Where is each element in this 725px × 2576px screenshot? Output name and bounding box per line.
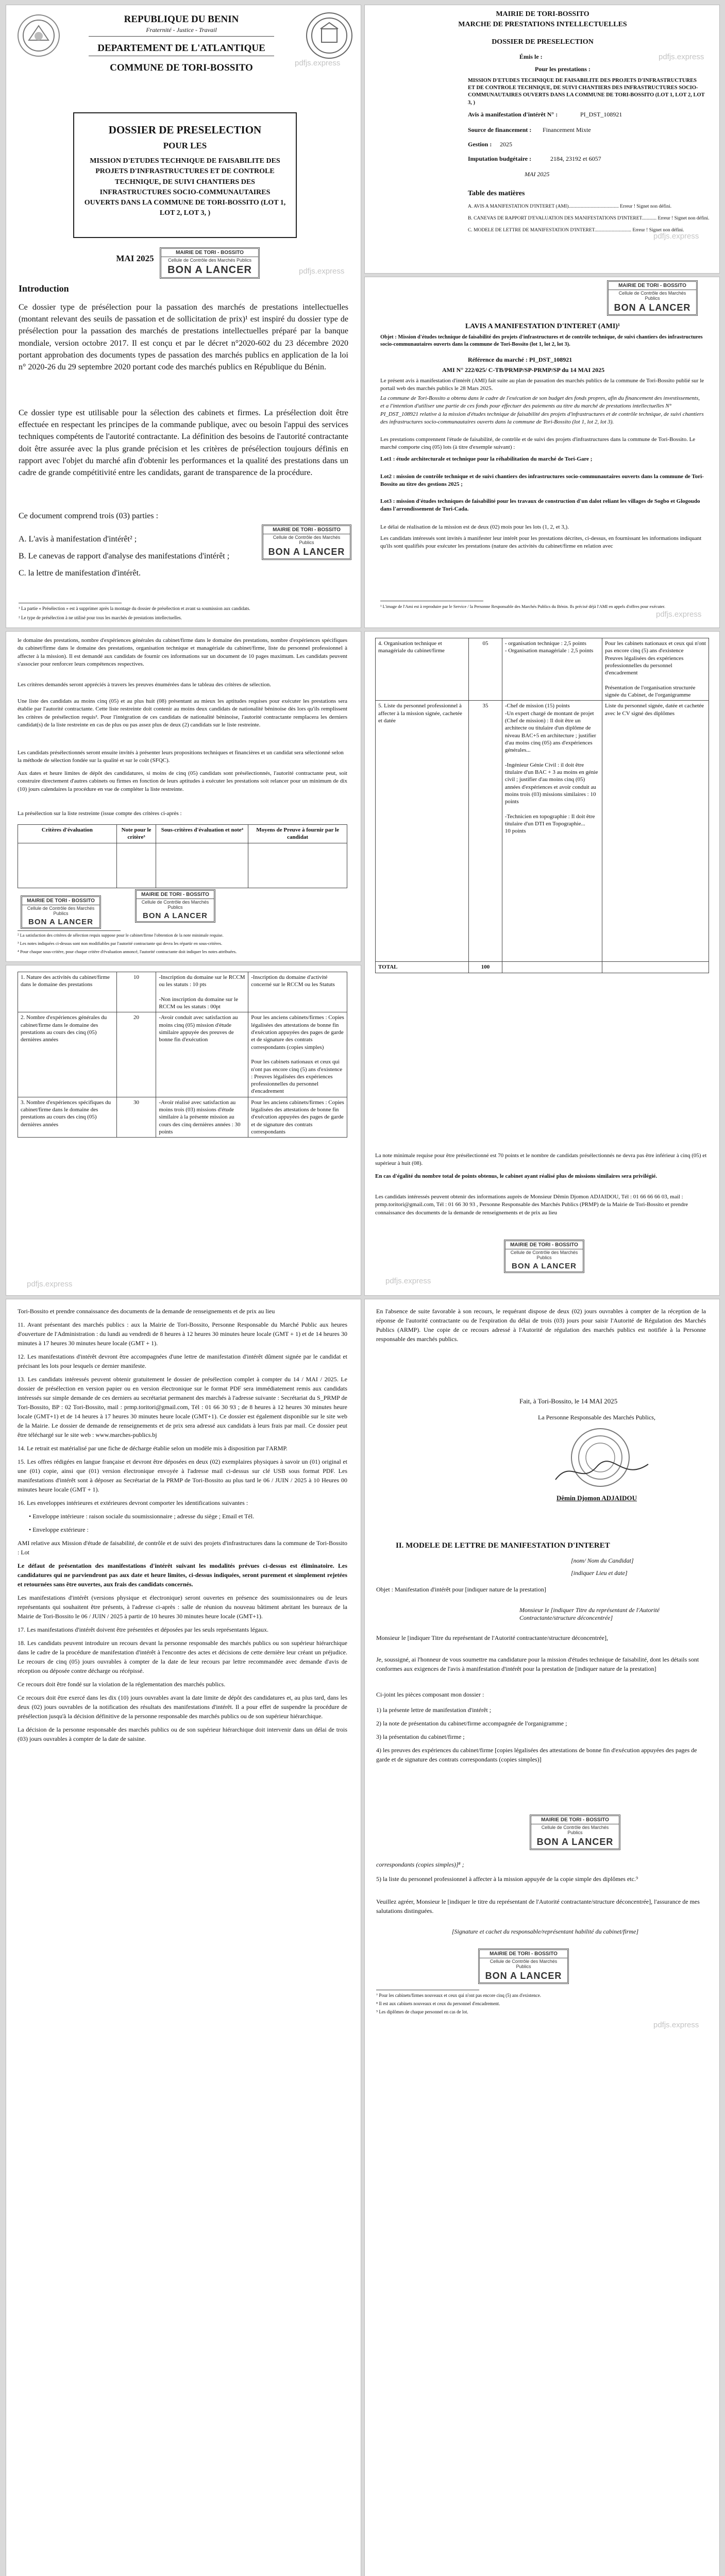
footnote-rule xyxy=(18,930,121,931)
letter-item-1: 1) la présente lettre de manifestation d'intérêt ; xyxy=(376,1706,492,1714)
lavis-lot2: Lot2 : mission de contrôle technique et de suivi chantiers des infrastructures socio-communautaires ouverts dans la commune de Tori-Bossito au titre des gestions 2025 ; xyxy=(380,473,704,488)
gestion-label: Gestion : xyxy=(468,141,492,148)
p11: En cas d'égalité du nombre total de points obtenus, le cabinet ayant réalisé plus de missions similaires sera privilégié. xyxy=(375,1173,657,1179)
letter-item-4: 4) les preuves des expériences du cabinet/firme [copies légalisées des attestations de bonne fin d'exécution appuyées des pages de garde et de signature des contrats correspondants (copies simples)] xyxy=(376,1747,697,1763)
row-criteria: 5. Liste du personnel professionnel à affecter à la mission signée, cachetée et datée xyxy=(376,701,469,962)
table-row xyxy=(18,1097,347,1137)
watermark: pdfjs.express xyxy=(27,1280,73,1289)
place-date: Fait, à Tori-Bossito, le 14 MAI 2025 xyxy=(519,1397,618,1405)
p12: Les candidats intéressés peuvent obtenir des informations auprès de Monsieur Dêmin Djomon ADJAIDOU, Tél : 01 66 66 66 03, mail : prmp.toritori@gmail.com, Tél : 01 66 30 93 , Personne Responsable des Marchés Publics (PRMP) de la Mairie de Tori-Bossito et prendre connaissance des documents de la demande de renseignements et de prix au lieu xyxy=(375,1194,688,1216)
letter-fn7: ⁷ Pour les cabinets/firmes nouveaux et ceux qui n'ont pas encore cinq (5) ans d'existence. xyxy=(376,1993,542,1998)
row-proof: Pour les cabinets nationaux et ceux qui n'ont pas encore cinq (5) ans d'existence Preuves légalisées des expériences professionnelles du personnel d'encadrement Présentation de l'organisation structurée signée du Cabinet, de l'organigramme xyxy=(602,638,709,701)
row-proof: Liste du personnel signée, datée et cachetée avec le CV signé des diplômes xyxy=(602,701,709,962)
toc-title: Table des matières xyxy=(468,190,525,197)
avis-dossier: DOSSIER DE PRESELECTION xyxy=(492,38,594,46)
letter-body2: Je, soussigné, ai l'honneur de vous soumettre ma candidature pour la mission d'études technique de faisabilité, dont les détails sont conformes aux exigences de l'avis à manifestation d'intérêt pour la prestation de [indiquer nature de la prestation] xyxy=(376,1656,699,1672)
procedure-p9: AMI relative aux Mission d'étude de faisabilité, de contrôle et de suivi des projets d'infrastructures dans la commune de Tori-Bossito : Lot xyxy=(18,1539,347,1556)
toc-item-c[interactable]: C. MODELE DE LETTRE DE MANIFESTATION D'INTERET.............................. Erreur ! Signet non défini. xyxy=(468,228,684,233)
intro-heading: Introduction xyxy=(19,283,69,294)
watermark: pdfjs.express xyxy=(653,232,699,241)
procedure-p16: La décision de la personne responsable des marchés publics ou de son supérieur hiérarchique doit intervenir dans un délai de trois (03) jours ouvrables à compter de la date de saisine. xyxy=(18,1726,347,1742)
total-label: TOTAL xyxy=(376,962,469,973)
row-note: 30 xyxy=(116,1097,156,1137)
page-letter xyxy=(365,1299,719,2576)
watermark: pdfjs.express xyxy=(656,610,702,619)
table-row xyxy=(18,1012,347,1097)
page-criteria-table xyxy=(6,965,361,1295)
lavis-ref: Référence du marché : PI_DST_108921 xyxy=(468,356,572,363)
row-note: 35 xyxy=(469,701,502,962)
row-subcriteria: -Avoir réalisé avec satisfaction au moins trois (03) missions d'étude similaire à la présente mission au cours des cinq dernières années : 30 points xyxy=(156,1097,248,1137)
part-b: B. Le canevas de rapport d'analyse des manifestations d'intérêt ; xyxy=(19,552,230,561)
bon-a-lancer-stamp: MAIRIE DE TORI - BOSSITO Cellule de Contrôle des Marchés Publics BON A LANCER xyxy=(530,1815,620,1850)
total-value: 100 xyxy=(469,962,502,973)
procedure-p4: 14. Le retrait est matérialisé par une fiche de décharge établie selon un modèle mis à disposition par l'ARMP. xyxy=(18,1445,288,1452)
footnote-1: ¹ La partie « Présélection » est à supprimer après la montage du dossier de présélection et avant sa soumission aux candidats. xyxy=(19,606,250,611)
table-total-row xyxy=(376,962,709,973)
ami-label: Avis à manifestation d'intérêt N° : xyxy=(468,111,558,118)
pour-label: Pour les prestations : xyxy=(535,65,591,73)
letter-body1: Monsieur le [indiquer Titre du représentant de l'Autorité contractante/structure déconcentrée], xyxy=(376,1634,608,1641)
watermark: pdfjs.express xyxy=(385,1277,431,1285)
procedure-p6: 16. Les enveloppes intérieures et extérieures devront comporter les identifications suivantes : xyxy=(18,1499,248,1506)
cover-date: MAI 2025 xyxy=(116,253,154,263)
recours-paragraph: En l'absence de suite favorable à son recours, le requérant dispose de deux (02) jours ouvrables à compter de la réception de la réponse de l'autorité contractante ou de l'expiration du délai de trois (03) jours pour saisir l'Autorité de Régulation des Marchés Publics (ARMP). Une copie de ce recours adressé à l'Autorité de régulation des marchés publics est notifiée à la Personne responsable des marchés publics. xyxy=(376,1308,706,1343)
table-row xyxy=(18,972,347,1012)
procedure-p10: Le défaut de présentation des manifestations d'intérêt suivant les modalités prévues ci-dessus est éliminatoire. Les candidatures qui ne parviendront pas aux date et heure limites, ci-dessus indiquées, seront purement et simplement rejetées et retournées sans être ouvertes, aux frais des candidats concernés. xyxy=(18,1562,347,1588)
row-criteria: 4. Organisation technique et managériale du cabinet/firme xyxy=(376,638,469,701)
candidate-name: [nom/ Nom du Candidat] xyxy=(571,1557,634,1564)
row-subcriteria: -Avoir conduit avec satisfaction au moins cinq (05) mission d'étude similaire appuyée des preuves de bonne fin d'exécution xyxy=(156,1012,248,1097)
col-proof: Moyens de Preuve à fournir par le candidat xyxy=(248,825,347,843)
bon-a-lancer-stamp: MAIRIE DE TORI - BOSSITO Cellule de Contrôle des Marchés Publics BON A LANCER xyxy=(478,1948,569,1984)
procedure-p2: 12. Les manifestations d'intérêt devront être accompagnées d'une lettre de manifestation d'intérêt dûment signée par le candidat et précisant les lots pour lesquels ce dernier manifeste. xyxy=(18,1353,347,1369)
row-proof: -Inscription du domaine d'activité concerné sur le RCCM ou les Statuts xyxy=(248,972,347,1012)
lavis-p1: Le présent avis à manifestation d'intérêt (AMI) fait suite au plan de passation des marchés publics de la commune de Tori-Bossito publié sur le portail web des marchés publics le 28 Mars 2025. xyxy=(380,378,704,392)
letter-item-3: 3) la présentation du cabinet/firme ; xyxy=(376,1733,465,1740)
financement-value: Financement Mixte xyxy=(543,126,591,133)
letter-dest: Monsieur le [indiquer Titre du représentant de l'Autorité Contractante/structure déconcentrée] xyxy=(519,1606,660,1621)
criteria-p-cont: le domaine des prestations, nombre d'expériences générales du cabinet/firme dans le domaine des prestations, nombre d'expériences spécifiques du cabinet/firme dans le domaine des prestations, organisation technique et managériale du cabinet/firme, liste du personnel professionnel à affecter à la mission). Il est demandé aux candidats de fournir ces informations sur un document de 10 pages maximum. Les candidats peuvent s'associer pour renforcer leurs compétences respectives. xyxy=(18,637,347,668)
avis-org: MAIRIE DE TORI-BOSSITO xyxy=(496,10,589,18)
section2-title: II. MODELE DE LETTRE DE MANIFESTATION D'INTERET xyxy=(396,1541,610,1550)
row-proof: Pour les anciens cabinets/firmes : Copies légalisées des attestations de bonne fin d'exécution appuyées des pages de garde et de signature des contrats correspondants xyxy=(248,1097,347,1137)
procedure-p1: 11. Avant présentant des marchés publics : aux la Mairie de Tori-Bossito, Personne Responsable du Marché Public aux heures d'ouverture de l'Administration : du lundi au vendredi de 8 heures à 12 heures 30 minutes heure locale (GMT + 1) et de 14 heures 30 minutes à 17 heures 30 minutes heure locale (GMT + 1). xyxy=(18,1321,347,1347)
lavis-p3: Les prestations comprennent l'étude de faisabilité, de contrôle et de suivi des projets d'infrastructures dans la commune de Tori-Bossito. Le marché comporte cinq (05) lots (à titre d'exemple suivant) : xyxy=(380,436,696,451)
page-criteria-table-2 xyxy=(365,632,719,1295)
procedure-p3: 13. Les candidats intéressés peuvent obtenir gratuitement le dossier de présélection complet à compter du 14 / MAI / 2025. Le dossier de présélection en version papier ou en version électronique sur le format PDF sera immédiatement remis aux candidats intéressés sur simple demande de ces derniers au secrétariat permanent des marchés à l'adresse suivante : Secrétariat du S_PRMP de Tori-Bossito, BP : 02 Tori-Bossito, mail : prmp.toritori@gmail.com, Tél : 01 66 30 93 ; de 8 heures à 12 heures 30 minutes heure locale (GMT+1) et de 14 heures à 17 heures 30 minutes heure locale (GMT+1). Ce dossier est également disponible sur le site web de la Mairie. Le dossier de demande de renseignements et de prix sera adressé aux candidats à leurs frais par mail. Ce dossier peut être téléchargé sur le site web : www.marches-publics.bj xyxy=(18,1376,347,1438)
procedure-p8: • Enveloppe extérieure : xyxy=(29,1526,89,1533)
watermark: pdfjs.express xyxy=(653,2021,699,2029)
procedure-p14: Ce recours doit être fondé sur la violation de la réglementation des marchés publics. xyxy=(18,1681,226,1688)
lieu-date: [indiquer Lieu et date] xyxy=(571,1569,628,1577)
criteria-fn2: ³ Les notes indiquées ci-dessus sont non modifiables par l'autorité contractante qui devra les répartir en sous-critères. xyxy=(18,941,223,946)
row-subcriteria: -Chef de mission (15) points -Un expert chargé de montant de projet (Chef de mission) : Il doit être un architecte ou titulaire d'un diplôme de niveau BAC+5 en architecture ; justifier d'au moins cinq (05) ans d'expériences générales... -Ingénieur Génie Civil : il doit être titulaire d'un BAC + 3 au moins en génie civil ; justifier d'au moins cinq (05) années d'expériences et avoir conduit au moins trois (03) missions similaires : 10 points -Technicien en topographie : Il doit être titulaire d'un DTI en Topographie... 10 points xyxy=(502,701,602,962)
signatory-name: Dêmin Djomon ADJAIDOU xyxy=(557,1494,637,1502)
department-name: DEPARTEMENT DE L'ATLANTIQUE xyxy=(97,43,265,54)
bon-a-lancer-stamp: MAIRIE DE TORI - BOSSITO Cellule de Contrôle des Marchés Publics BON A LANCER xyxy=(262,524,351,560)
doc-title: DOSSIER DE PRESELECTION xyxy=(108,124,262,136)
criteria-table-header xyxy=(18,824,347,888)
criteria-table-2 xyxy=(375,638,709,973)
toc-item-b[interactable]: B. CANEVAS DE RAPPORT D'EVALUATION DES MANIFESTATIONS D'INTERET............ Erreur ! Signet non défini. xyxy=(468,216,710,222)
bon-a-lancer-stamp: MAIRIE DE TORI - BOSSITO Cellule de Contrôle des Marchés Publics BON A LANCER xyxy=(135,889,215,923)
letter-objet: Objet : Manifestation d'intérêt pour [indiquer nature de la prestation] xyxy=(376,1586,546,1593)
lavis-lot1: Lot1 : étude architecturale et technique pour la réhabilitation du marché de Tori-Gare ; xyxy=(380,456,593,462)
row-proof: Pour les anciens cabinets/firmes : Copies légalisées des attestations de bonne fin d'exécution appuyées des pages de garde et de signature des contrats correspondants (copies simples) Pour les cabinets nationaux et ceux qui n'ont pas encore cinq (5) ans d'existence : Preuves légalisées des expériences professionnelles du personnel d'encadrement xyxy=(248,1012,347,1097)
watermark: pdfjs.express xyxy=(659,53,704,61)
intro-paragraph-2: Ce dossier type est utilisable pour la sélection des cabinets et firmes. La présélection doit être effectuée en respectant les principes de la commande publique, avec ou besoin l'appui des services techniques compétents de l'autorité contractante. La définition des besoins de l'autorité contractante doit être assurée avec la plus grande précision et les critères de présélection toujours définis en rapport avec l'objet du marché afin d'obtenir les performances et la qualité des prestations dans un cadre de grande compétitivité entre les candidats, garant de transparence de la procédure. xyxy=(19,409,348,477)
parts-list xyxy=(19,533,256,580)
col-criteria: Critères d'évaluation xyxy=(18,825,117,843)
financement-label: Source de financement : xyxy=(468,126,532,133)
imputation-value: 2184, 23192 et 6057 xyxy=(550,155,601,162)
letter-fn9: ⁹ Les diplômes de chaque personnel en cas de lot. xyxy=(376,2009,468,2014)
procedure-p5: 15. Les offres rédigées en langue française et devront être déposées en deux (02) exemplaires physiques à savoir un (01) original et une (01) copie, ainsi que (01) version électronique envoyée à l'adresse mail ci-dessus sur clé USB sous format PDF. Les manifestations d'intérêt sont à déposer au Secrétariat de la PRMP de Tori-Bossito au plus tard le 06 / JUIN / 2025 à 10 Heures 00 minutes heure locale (GMT + 1). xyxy=(18,1458,347,1493)
page-criteria-intro xyxy=(6,632,361,961)
row-note: 10 xyxy=(116,972,156,1012)
procedure-p13: 18. Les candidats peuvent introduire un recours devant la personne responsable des marchés publics ou son supérieur hiérarchique dans le cadre de la procédure de manifestation d'intérêt à l'encontre des actes et décisions de cette dernière leur créant un préjudice. Le recours de cinq (05) jours ouvrables à compter de la date de leur recours par lettre recommandée avec demande d'avis de réception ou déposée contre décharge ou récépissé. xyxy=(18,1639,347,1674)
criteria-p8: Aux dates et heure limites de dépôt des candidatures, si moins de cinq (05) candidats sont présélectionnés, l'autorité contractante peut, soit construire directement d'autres cabinets ou firmes en fonction de leurs aptitudes à exécuter les prestations soit relancer pour un minimum de dix (10) jours calendaires la procédure en vue de compléter la liste restreinte. xyxy=(18,770,347,792)
criteria-fn3: ⁴ Pour chaque sous-critère, pour chaque critère d'évaluation annoncé, l'autorité contractante doit indiquer les notes attribuées. xyxy=(18,949,237,954)
emis-label: Émis le : xyxy=(519,53,543,60)
page-lavis xyxy=(365,277,719,628)
criteria-p7: Les candidats présélectionnés seront ensuite invités à présenter leurs propositions techniques et financières et un candidat sera sélectionné selon la méthode de sélection fondée sur la qualité et sur le coût (SFQC). xyxy=(18,750,344,764)
footnote-2: ² Le type de présélection à ne utilisé pour tous les marchés de prestations intellectuelles. xyxy=(19,615,182,620)
letter-item-5: 5) la liste du personnel professionnel à affecter à la mission appuyée de la copie simple des diplômes etc.⁹ xyxy=(376,1875,638,1883)
procedure-text xyxy=(18,1307,347,1748)
handwritten-signature-icon xyxy=(550,1454,653,1490)
table-row xyxy=(376,638,709,701)
toc-list xyxy=(468,203,710,235)
procedure-p12: 17. Les manifestations d'intérêt doivent être présentées et déposées par les seuls représentants légaux. xyxy=(18,1626,268,1633)
signature-line: [Signature et cachet du responsable/représentant habilité du cabinet/firme] xyxy=(451,1928,639,1935)
country-motto: Fraternité - Justice - Travail xyxy=(146,26,217,33)
toc-item-a[interactable]: A. AVIS A MANIFESTATION D'INTERET (AMI)......................................... Erreur ! Signet non défini. xyxy=(468,204,672,209)
cover-title-box xyxy=(73,112,297,238)
divider xyxy=(89,36,274,37)
pour-les: POUR LES xyxy=(163,141,207,150)
col-note: Note pour le critère³ xyxy=(116,825,156,843)
lavis-p5: Les candidats intéressés sont invités à manifester leur intérêt pour les prestations décrites, ci-dessus, en fournissant les informations indiquant qu'ils sont qualifiés pour exécuter les prestations (nature des activités du cabinet/firme en relation avec xyxy=(380,535,702,550)
row-note: 05 xyxy=(469,638,502,701)
lavis-lot3: Lot3 : mission d'études techniques de faisabilité pour les travaux de construction d'un dalot reliant les villages de Sogbo et Glogoudo dans l'arrondissement de Tori-Cada. xyxy=(380,498,700,513)
signatory-role: La Personne Responsable des Marchés Publics, xyxy=(538,1414,655,1421)
criteria-p6: Une liste des candidats au moins cinq (05) et au plus huit (08) présentant au mieux les aptitudes requises pour exécuter les prestations sera établie par l'autorité contractante. Cette liste restreinte doit contenir au moins deux candidats de nationalité béninoise dès lors qu'ils remplissent les critères de présélection requis². Pour l'intégration de ces candidats de nationalité béninoise, l'autorité contractante remplacera les derniers candidat(s) de la liste restreinte en cas de plus ou pas assez plus de deux (2) candidats sur le liste restreinte. xyxy=(18,698,347,728)
criteria-fn1: ² La satisfaction des critères de sélection requis suppose pour le cabinet/firme l'obtention de la note minimale requise. xyxy=(18,933,224,938)
commune-name: COMMUNE DE TORI-BOSSITO xyxy=(110,62,253,73)
lavis-p2: La commune de Tori-Bossito a obtenu dans le cadre de l'exécution de son budget des fonds propres, afin du financement des investissements, et a l'intention d'utiliser une partie de ces fonds pour effectuer des paiements au titre du marché de prestations intellectuelles N° PI_DST_108921 relative à la mission d'études technique de faisabilité des projets d'infrastructures et de contrôle technique, de suivi chantiers des infrastructures socio-communautaires ouverts dans la commune de Tori-Bossito (lot 1, lot 2, lot 3). xyxy=(380,395,704,426)
gestion-value: 2025 xyxy=(500,141,512,148)
country-name: REPUBLIQUE DU BENIN xyxy=(124,14,239,25)
lavis-title: LAVIS A MANIFESTATION D'INTERET (AMI)¹ xyxy=(465,323,620,330)
avis-mission: MISSION D'ETUDES TECHNIQUE DE FAISABILITE DES PROJETS D'INFRASTRUCTURES ET DE CONTROLE TECHNIQUE, DE SUIVI CHANTIERS DES INFRASTRUCTURES SOCIO-COMMUNAUTAIRES OUVERTS DANS LA COMMUNE DE TORI-BOSSITO (LOT 1, LOT 2, LOT 3, ) xyxy=(468,78,705,106)
lavis-footnote: ¹ L'image de l'Ami est à reproduire par le Service / la Personne Responsable des Marchés Publics du Bénin. Ils précisé déjà l'AMI en appels d'offres pour exécuter. xyxy=(380,604,666,609)
bon-a-lancer-stamp: MAIRIE DE TORI - BOSSITO Cellule de Contrôle des Marchés Publics BON A LANCER xyxy=(21,895,101,929)
row-criteria: 1. Nature des activités du cabinet/firme dans le domaine des prestations xyxy=(18,972,117,1012)
tori-bossito-logo-icon xyxy=(306,12,352,59)
table-row xyxy=(376,701,709,962)
row-subcriteria: -Inscription du domaine sur le RCCM ou les statuts : 10 pts -Non inscription du domaine sur le RCCM ou les statuts : 00pt xyxy=(156,972,248,1012)
row-criteria: 3. Nombre d'expériences spécifiques du cabinet/firme dans le domaine des prestations au cours des cinq (05) dernières années xyxy=(18,1097,117,1137)
page-avis-header xyxy=(365,5,719,273)
page-procedure xyxy=(6,1299,361,2576)
page-cover xyxy=(6,5,361,628)
bon-a-lancer-stamp: MAIRIE DE TORI - BOSSITO Cellule de Contrôle des Marchés Publics BON A LANCER xyxy=(607,280,698,316)
criteria-table xyxy=(18,972,347,1138)
mission-title: MISSION D'ETUDES TECHNIQUE DE FAISABILITE DES PROJETS D'INFRASTRUCTURES ET DE CONTROLE TECHNIQUE, DE SUIVI CHANTIERS DES INFRASTRUCTURES SOCIO-COMMUNAUTAIRES OUVERTS DANS LA COMMUNE DE TORI-BOSSITO (LOT 1, LOT 2, LOT 3, ) xyxy=(84,157,286,217)
benin-coat-of-arms-icon xyxy=(18,14,60,57)
intro-paragraph-1: Ce dossier type de présélection pour la passation des marchés de prestations intellectuelles (montant relevant des seuils de passation et de sollicitation de prix)¹ est inspiré du dossier type de présélection pour la passation des marchés de prestations intellectuelles préparé par la banque mondiale, version octobre 2017. Il est conçu et par le décret n°2020-602 du 23 décembre 2020 portant approbation des documents types de passation des marchés publics en application de la loi n° 2020-26 du 29 septembre 2020 portant code des marchés publics en République du Bénin. xyxy=(19,303,348,371)
letter-items-sign: correspondants (copies simples)]⁸ ; xyxy=(376,1861,464,1868)
row-criteria: 2. Nombre d'expériences générales du cabinet/firme dans le domaine des prestations au cours des cinq (05) dernières années xyxy=(18,1012,117,1097)
row-subcriteria: - organisation technique : 2,5 points - Organisation managériale : 2,5 points xyxy=(502,638,602,701)
avis-date: MAI 2025 xyxy=(525,171,550,178)
watermark: pdfjs.express xyxy=(299,267,345,276)
letter-body3: Ci-joint les pièces composant mon dossier : xyxy=(376,1691,484,1698)
criteria-p5: Les critères demandés seront appréciés à travers les preuves énumérées dans le tableau des critères de sélection. xyxy=(18,682,272,688)
procedure-p7: • Enveloppe intérieure : raison sociale du soumissionnaire ; adresse du siège ; Email et Tél. xyxy=(29,1513,255,1520)
row-note: 20 xyxy=(116,1012,156,1097)
procedure-p11: Les manifestations d'intérêt (versions physique et électronique) seront ouvertes en présence des soumissionnaires ou de leurs représentants qui souhaitent être présents, à l'adresse ci-après : salle de réunion du nouveau bâtiment abritant les bureaux de la Mairie de Tori-Bossito le 06 / JUIN / 2025 à partir de 10 heures 30 minutes heure locale (GMT+1). xyxy=(18,1594,347,1620)
bon-a-lancer-stamp: MAIRIE DE TORI - BOSSITO Cellule de Contrôle des Marchés Publics BON A LANCER xyxy=(160,247,260,279)
letter-fn8: ⁸ Il est aux cabinets nouveaux et ceux du personnel d'encadrement. xyxy=(376,2001,500,2006)
letter-closing: Veuillez agréer, Monsieur le [indiquer le titre du représentant de l'Autorité contractante/structure déconcentrée], l'assurance de mes salutations distinguées. xyxy=(376,1898,700,1914)
part-c: C. la lettre de manifestation d'intérêt. xyxy=(19,569,141,578)
procedure-p0: Tori-Bossito et prendre connaissance des documents de la demande de renseignements et de prix au lieu xyxy=(18,1308,275,1315)
watermark: pdfjs.express xyxy=(295,59,341,67)
letter-item-2: 2) la note de présentation du cabinet/firme accompagnée de l'organigramme ; xyxy=(376,1720,567,1727)
ami-number: PI_DST_108921 xyxy=(580,111,622,118)
lavis-p4: Le délai de réalisation de la mission est de deux (02) mois pour les lots (1, 2, et 3,). xyxy=(380,524,569,530)
lavis-objet: Objet : Mission d'études technique de faisabilité des projets d'infrastructures et de contrôle technique, de suivi chantiers des infrastructures socio-communautaires ouverts dans la commune de Tori-Bossito (lot 1, lot 2, lot 3). xyxy=(380,334,703,348)
col-subcriteria: Sous-critères d'évaluation et note⁴ xyxy=(156,825,248,843)
criteria-p9: La présélection sur la liste restreinte (issue compte des critères ci-après : xyxy=(18,810,182,817)
letter-items xyxy=(376,1705,706,1768)
lavis-ami-full: AMI N° 222/025/ C-TB/PRMP/SP-PRMP/SP du 14 MAI 2025 xyxy=(442,366,605,374)
p10: La note minimale requise pour être présélectionné est 70 points et le nombre de candidats présélectionnés ne devra pas être inférieur à cinq (05) et supérieur à huit (08). xyxy=(375,1153,707,1167)
avis-marche: MARCHE DE PRESTATIONS INTELLECTUELLES xyxy=(458,21,627,28)
bon-a-lancer-stamp: MAIRIE DE TORI - BOSSITO Cellule de Contrôle des Marchés Publics BON A LANCER xyxy=(504,1240,584,1273)
intro-paragraph-3: Ce document comprend trois (03) parties : xyxy=(19,512,159,520)
part-a: A. L'avis à manifestation d'intérêt² ; xyxy=(19,535,137,544)
imputation-label: Imputation budgétaire : xyxy=(468,155,532,162)
procedure-p15: Ce recours doit être exercé dans les dix (10) jours ouvrables avant la date limite de dépôt des candidatures et, au plus tard, dans les deux (02) jours ouvrables de la notification des résultats des manifestations d'intérêt. Il a pour effet de suspendre la procédure de présélection jusqu'à la décision définitive de la personne responsable des marchés publics ou de son supérieur hiérarchique. xyxy=(18,1694,347,1720)
